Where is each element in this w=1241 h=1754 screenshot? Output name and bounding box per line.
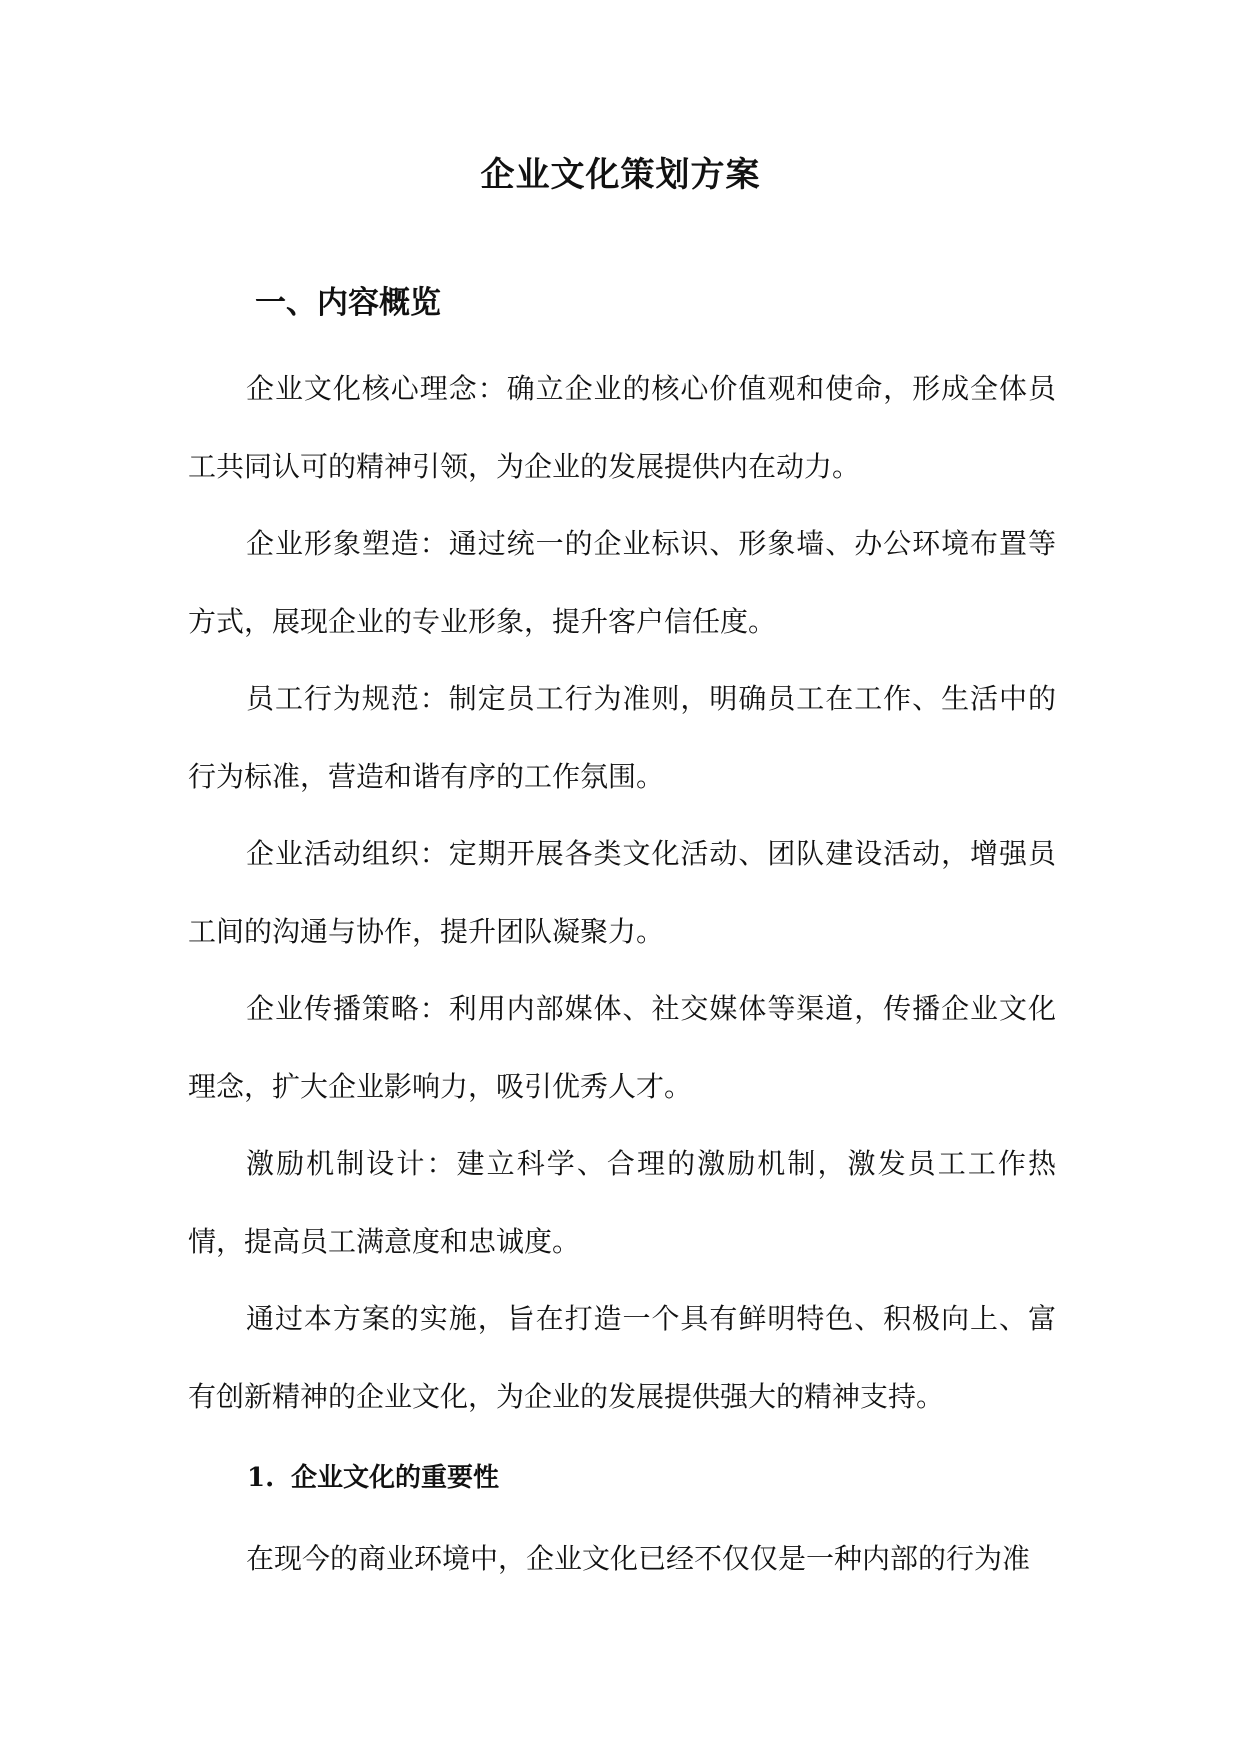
paragraph-employee-conduct: 员工行为规范：制定员工行为准则，明确员工在工作、生活中的行为标准，营造和谐有序的工作氛围。	[188, 682, 1056, 793]
paragraph-summary: 通过本方案的实施，旨在打造一个具有鲜明特色、积极向上、富有创新精神的企业文化，为企业的发展提供强大的精神支持。	[188, 1302, 1056, 1413]
paragraph-activities: 企业活动组织：定期开展各类文化活动、团队建设活动，增强员工间的沟通与协作，提升团队凝聚力。	[188, 837, 1056, 948]
paragraph-corporate-image: 企业形象塑造：通过统一的企业标识、形象墙、办公环境布置等方式，展现企业的专业形象，提升客户信任度。	[188, 527, 1056, 638]
subsection-number: 1.	[247, 1463, 275, 1493]
paragraph-incentives: 激励机制设计：建立科学、合理的激励机制，激发员工工作热情，提高员工满意度和忠诚度。	[188, 1147, 1056, 1258]
subsection-title: 企业文化的重要性	[291, 1463, 500, 1493]
paragraph-importance: 在现今的商业环境中，企业文化已经不仅仅是一种内部的行为准	[246, 1542, 1031, 1575]
document-title: 企业文化策划方案	[480, 155, 761, 195]
paragraph-core-concept: 企业文化核心理念：确立企业的核心价值观和使命，形成全体员工共同认可的精神引领，为企业的发展提供内在动力。	[188, 372, 1056, 483]
subsection-heading	[247, 1458, 499, 1498]
paragraph-communication: 企业传播策略：利用内部媒体、社交媒体等渠道，传播企业文化理念，扩大企业影响力，吸引优秀人才。	[188, 992, 1056, 1103]
section-heading: 一、内容概览	[255, 285, 441, 321]
